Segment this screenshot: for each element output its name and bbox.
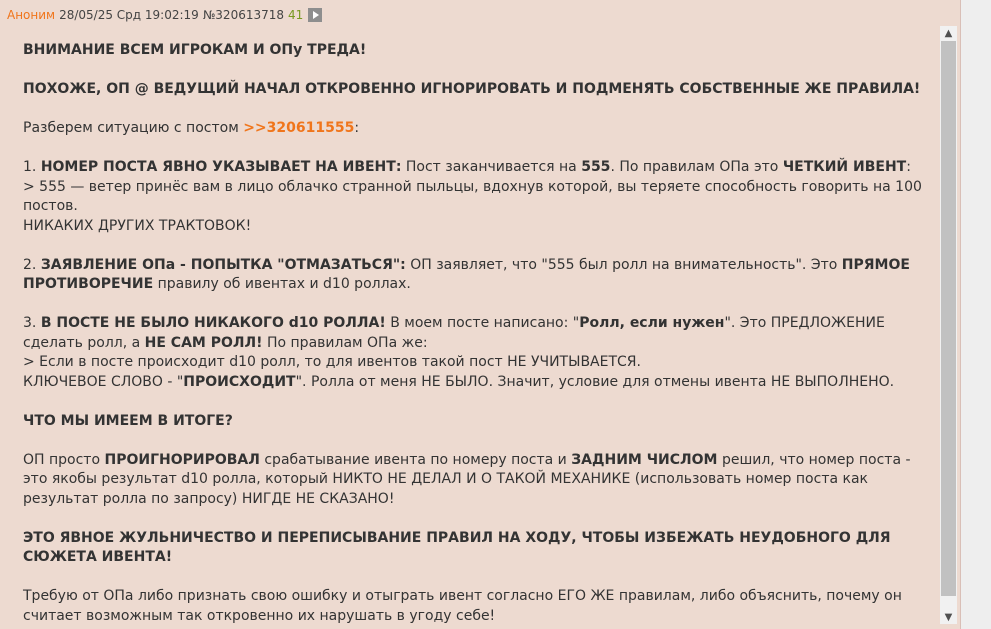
post-line: ПОХОЖЕ, ОП @ ВЕДУЩИЙ НАЧАЛ ОТКРОВЕННО ИГНОРИРОВАТЬ И ПОДМЕНЯТЬ СОБСТВЕННЫЕ ЖЕ ПРАВИЛА! bbox=[23, 81, 921, 97]
quote-line: > Если в посте происходит d10 ролл, то для ивентов такой пост НЕ УЧИТЫВАЕТСЯ. bbox=[23, 354, 641, 370]
poster-name[interactable]: Аноним bbox=[7, 8, 56, 22]
post-header bbox=[7, 6, 322, 24]
post-paragraph-1: 1. НОМЕР ПОСТА ЯВНО УКАЗЫВАЕТ НА ИВЕНТ: Пост заканчивается на 555. По правилам ОПа это ЧЕТКИЙ ИВЕНТ: bbox=[23, 159, 911, 175]
scroll-up-icon[interactable]: ▲ bbox=[944, 27, 953, 39]
post-line: НИКАКИХ ДРУГИХ ТРАКТОВОК! bbox=[23, 217, 252, 234]
post-line: Разберем ситуацию с постом >>320611555: bbox=[23, 120, 360, 136]
post-number[interactable]: №320613718 bbox=[202, 8, 285, 22]
post-line: КЛЮЧЕВОЕ СЛОВО - "ПРОИСХОДИТ". Ролла от меня НЕ БЫЛО. Значит, условие для отмены ивента НЕ ВЫПОЛНЕНО. bbox=[23, 373, 895, 390]
vertical-scrollbar[interactable] bbox=[940, 26, 957, 624]
reply-link[interactable]: >>320611555 bbox=[243, 120, 355, 136]
post-count: 41 bbox=[288, 8, 304, 22]
post-date: 28/05/25 Срд 19:02:19 bbox=[59, 8, 199, 22]
post-heading: ЭТО ЯВНОЕ ЖУЛЬНИЧЕСТВО И ПЕРЕПИСЫВАНИЕ ПРАВИЛ НА ХОДУ, ЧТОБЫ ИЗБЕЖАТЬ НЕУДОБНОГО ДЛЯ СЮЖЕТА ИВЕНТА! bbox=[23, 529, 891, 565]
post-paragraph-2: 2. ЗАЯВЛЕНИЕ ОПа - ПОПЫТКА "ОТМАЗАТЬСЯ": ОП заявляет, что "555 был ролл на внимательность". Это ПРЯМОЕ ПРОТИВОРЕЧИЕ правилу об ивентах и d10 роллах. bbox=[23, 256, 910, 292]
quote-line: > 555 — ветер принёс вам в лицо облачко странной пыльцы, вдохнув которой, вы теряете способность говорить на 100 постов. bbox=[23, 178, 922, 214]
post-line: ВНИМАНИЕ ВСЕМ ИГРОКАМ И ОПу ТРЕДА! bbox=[23, 42, 367, 58]
post-body bbox=[23, 41, 933, 626]
scroll-thumb[interactable] bbox=[941, 41, 956, 596]
post-paragraph-4: ОП просто ПРОИГНОРИРОВАЛ срабатывание ивента по номеру поста и ЗАДНИМ ЧИСЛОМ решил, что номер поста - это якобы результат d10 ролла, который НИКТО НЕ ДЕЛАЛ И О ТАКОЙ МЕХАНИКЕ (использовать номер поста как результат ролла по запросу) НИГДЕ НЕ СКАЗАНО! bbox=[23, 451, 911, 507]
post-paragraph-5: Требую от ОПа либо признать свою ошибку и отыграть ивент согласно ЕГО ЖЕ правилам, либо объяснить, почему он считает возможным так откровенно их нарушать в угоду себе! bbox=[23, 588, 902, 624]
expand-play-button[interactable] bbox=[308, 8, 322, 22]
post-heading: ЧТО МЫ ИМЕЕМ В ИТОГЕ? bbox=[23, 412, 233, 429]
play-icon bbox=[313, 11, 319, 19]
scroll-down-icon[interactable]: ▼ bbox=[944, 611, 953, 623]
post-paragraph-3: 3. В ПОСТЕ НЕ БЫЛО НИКАКОГО d10 РОЛЛА! В моем посте написано: "Ролл, если нужен". Это ПРЕДЛОЖЕНИЕ сделать ролл, а НЕ САМ РОЛЛ! По правилам ОПа же: bbox=[23, 315, 885, 351]
